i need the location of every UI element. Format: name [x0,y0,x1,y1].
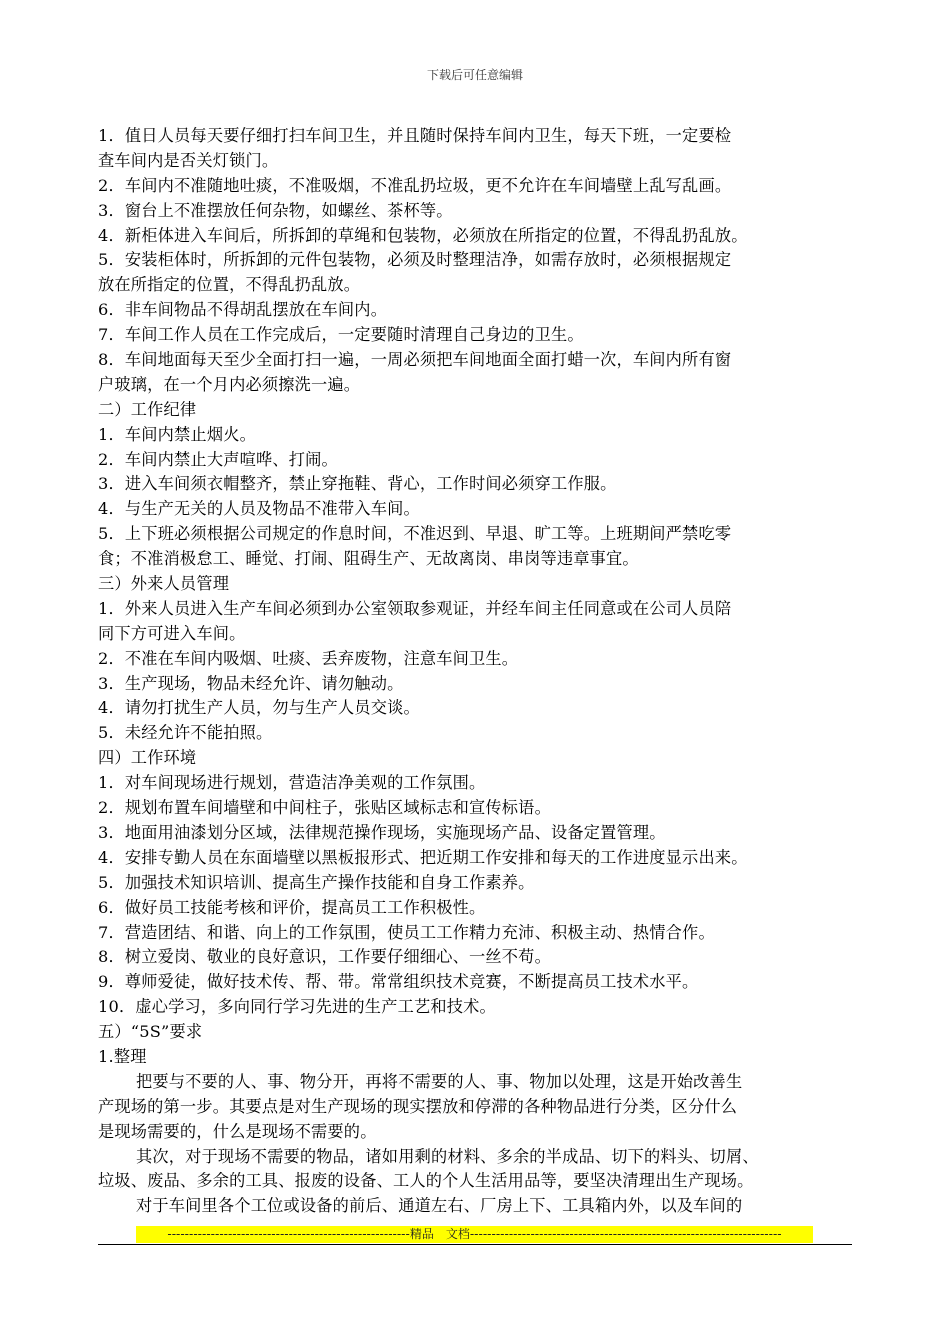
text-line: 1．值日人员每天要仔细打扫车间卫生，并且随时保持车间内卫生，每天下班，一定要检 [98,126,732,145]
text-line: 8．树立爱岗、敬业的良好意识，工作要仔细细心、一丝不苟。 [98,947,551,967]
paragraph-first-line: 对于车间里各个工位或设备的前后、通道左右、厂房上下、工具箱内外，以及车间的 [136,1196,743,1216]
text-line: 5．未经允许不能拍照。 [98,723,273,743]
paragraph-first-line: 把要与不要的人、事、物分开，再将不需要的人、事、物加以处理，这是开始改善生 [136,1071,743,1091]
subsection-heading: 1.整理 [98,1046,147,1066]
text-line: 5．加强技术知识培训、提高生产操作技能和自身工作素养。 [98,872,535,892]
text-line: 3．地面用油漆划分区域，法律规范操作现场，实施现场产品、设备定置管理。 [98,822,666,842]
text-line: 1．车间内禁止烟火。 [98,424,256,444]
text-line: 4．与生产无关的人员及物品不准带入车间。 [98,499,420,519]
footer-divider [98,1244,852,1245]
text-line: 1．外来人员进入生产车间必须到办公室领取参观证，并经车间主任同意或在公司人员陪 [98,598,732,618]
text-line: 3．生产现场，物品未经允许、请勿触动。 [98,673,404,693]
text-line: 6．非车间物品不得胡乱摆放在车间内。 [98,300,388,320]
text-line: 放在所指定的位置，不得乱扔乱放。 [98,275,361,295]
text-line: 2．规划布置车间墙壁和中间柱子，张贴区域标志和宣传标语。 [98,798,551,818]
page-header-note: 下载后可任意编辑 [426,68,523,82]
section-heading: 五）“5S”要求 [98,1022,203,1042]
text-line: 查车间内是否关灯锁门。 [98,150,279,170]
text-line: 5．安装柜体时，所拆卸的元件包装物，必须及时整理洁净，如需存放时，必须根据规定 [98,250,732,270]
text-line: 同下方可进入车间。 [98,623,246,643]
text-line: 4．新柜体进入车间后，所拆卸的草绳和包装物，必须放在所指定的位置，不得乱扔乱放。 [98,225,748,245]
section-heading: 三）外来人员管理 [98,574,230,594]
text-line: 6．做好员工技能考核和评价，提高员工工作积极性。 [98,897,486,917]
text-line: 产现场的第一步。其要点是对生产现场的现实摆放和停滞的各种物品进行分类，区分什么 [98,1096,738,1116]
section-heading: 二）工作纪律 [98,399,197,419]
text-line: 2．不准在车间内吸烟、吐痰、丢弃废物，注意车间卫生。 [98,648,519,668]
text-line: 7．营造团结、和谐、向上的工作氛围，使员工工作精力充沛、积极主动、热情合作。 [98,922,715,942]
text-line: 3．进入车间须衣帽整齐，禁止穿拖鞋、背心，工作时间必须穿工作服。 [98,474,617,494]
text-line: 户玻璃，在一个月内必须擦洗一遍。 [98,374,361,394]
text-line: 3．窗台上不准摆放任何杂物，如螺丝、茶杯等。 [98,200,453,220]
paragraph-first-line: 其次，对于现场不需要的物品，诸如用剩的材料、多余的半成品、切下的料头、切屑、 [136,1146,759,1166]
text-line: 10．虚心学习，多向同行学习先进的生产工艺和技术。 [98,997,496,1017]
text-line: 食；不准消极怠工、睡觉、打闹、阻碍生产、无故离岗、串岗等违章事宜。 [98,549,639,569]
footer-banner: --------------------------------------------------------精品 文档------------------------------------------------------------------------ [136,1226,813,1243]
text-line: 8．车间地面每天至少全面打扫一遍，一周必须把车间地面全面打蜡一次，车间内所有窗 [98,350,732,370]
text-line: 垃圾、废品、多余的工具、报废的设备、工人的个人生活用品等，要坚决清理出生产现场。 [98,1171,754,1191]
text-line: 4．安排专勤人员在东面墙壁以黑板报形式、把近期工作安排和每天的工作进度显示出来。 [98,847,748,867]
text-line: 4．请勿打扰生产人员，勿与生产人员交谈。 [98,698,420,718]
text-line: 2．车间内禁止大声喧哗、打闹。 [98,449,338,469]
text-line: 1．对车间现场进行规划，营造洁净美观的工作氛围。 [98,773,486,793]
text-line: 5．上下班必须根据公司规定的作息时间，不准迟到、早退、旷工等。上班期间严禁吃零 [98,524,732,544]
text-line: 2．车间内不准随地吐痰，不准吸烟，不准乱扔垃圾，更不允许在车间墙壁上乱写乱画。 [98,175,732,195]
document-body [98,124,858,1219]
text-line: 9．尊师爱徒，做好技术传、帮、带。常常组织技术竞赛，不断提高员工技术水平。 [98,972,699,992]
text-line: 7．车间工作人员在工作完成后，一定要随时清理自己身边的卫生。 [98,325,584,345]
section-heading: 四）工作环境 [98,748,197,768]
text-line: 是现场需要的，什么是现场不需要的。 [98,1121,377,1141]
